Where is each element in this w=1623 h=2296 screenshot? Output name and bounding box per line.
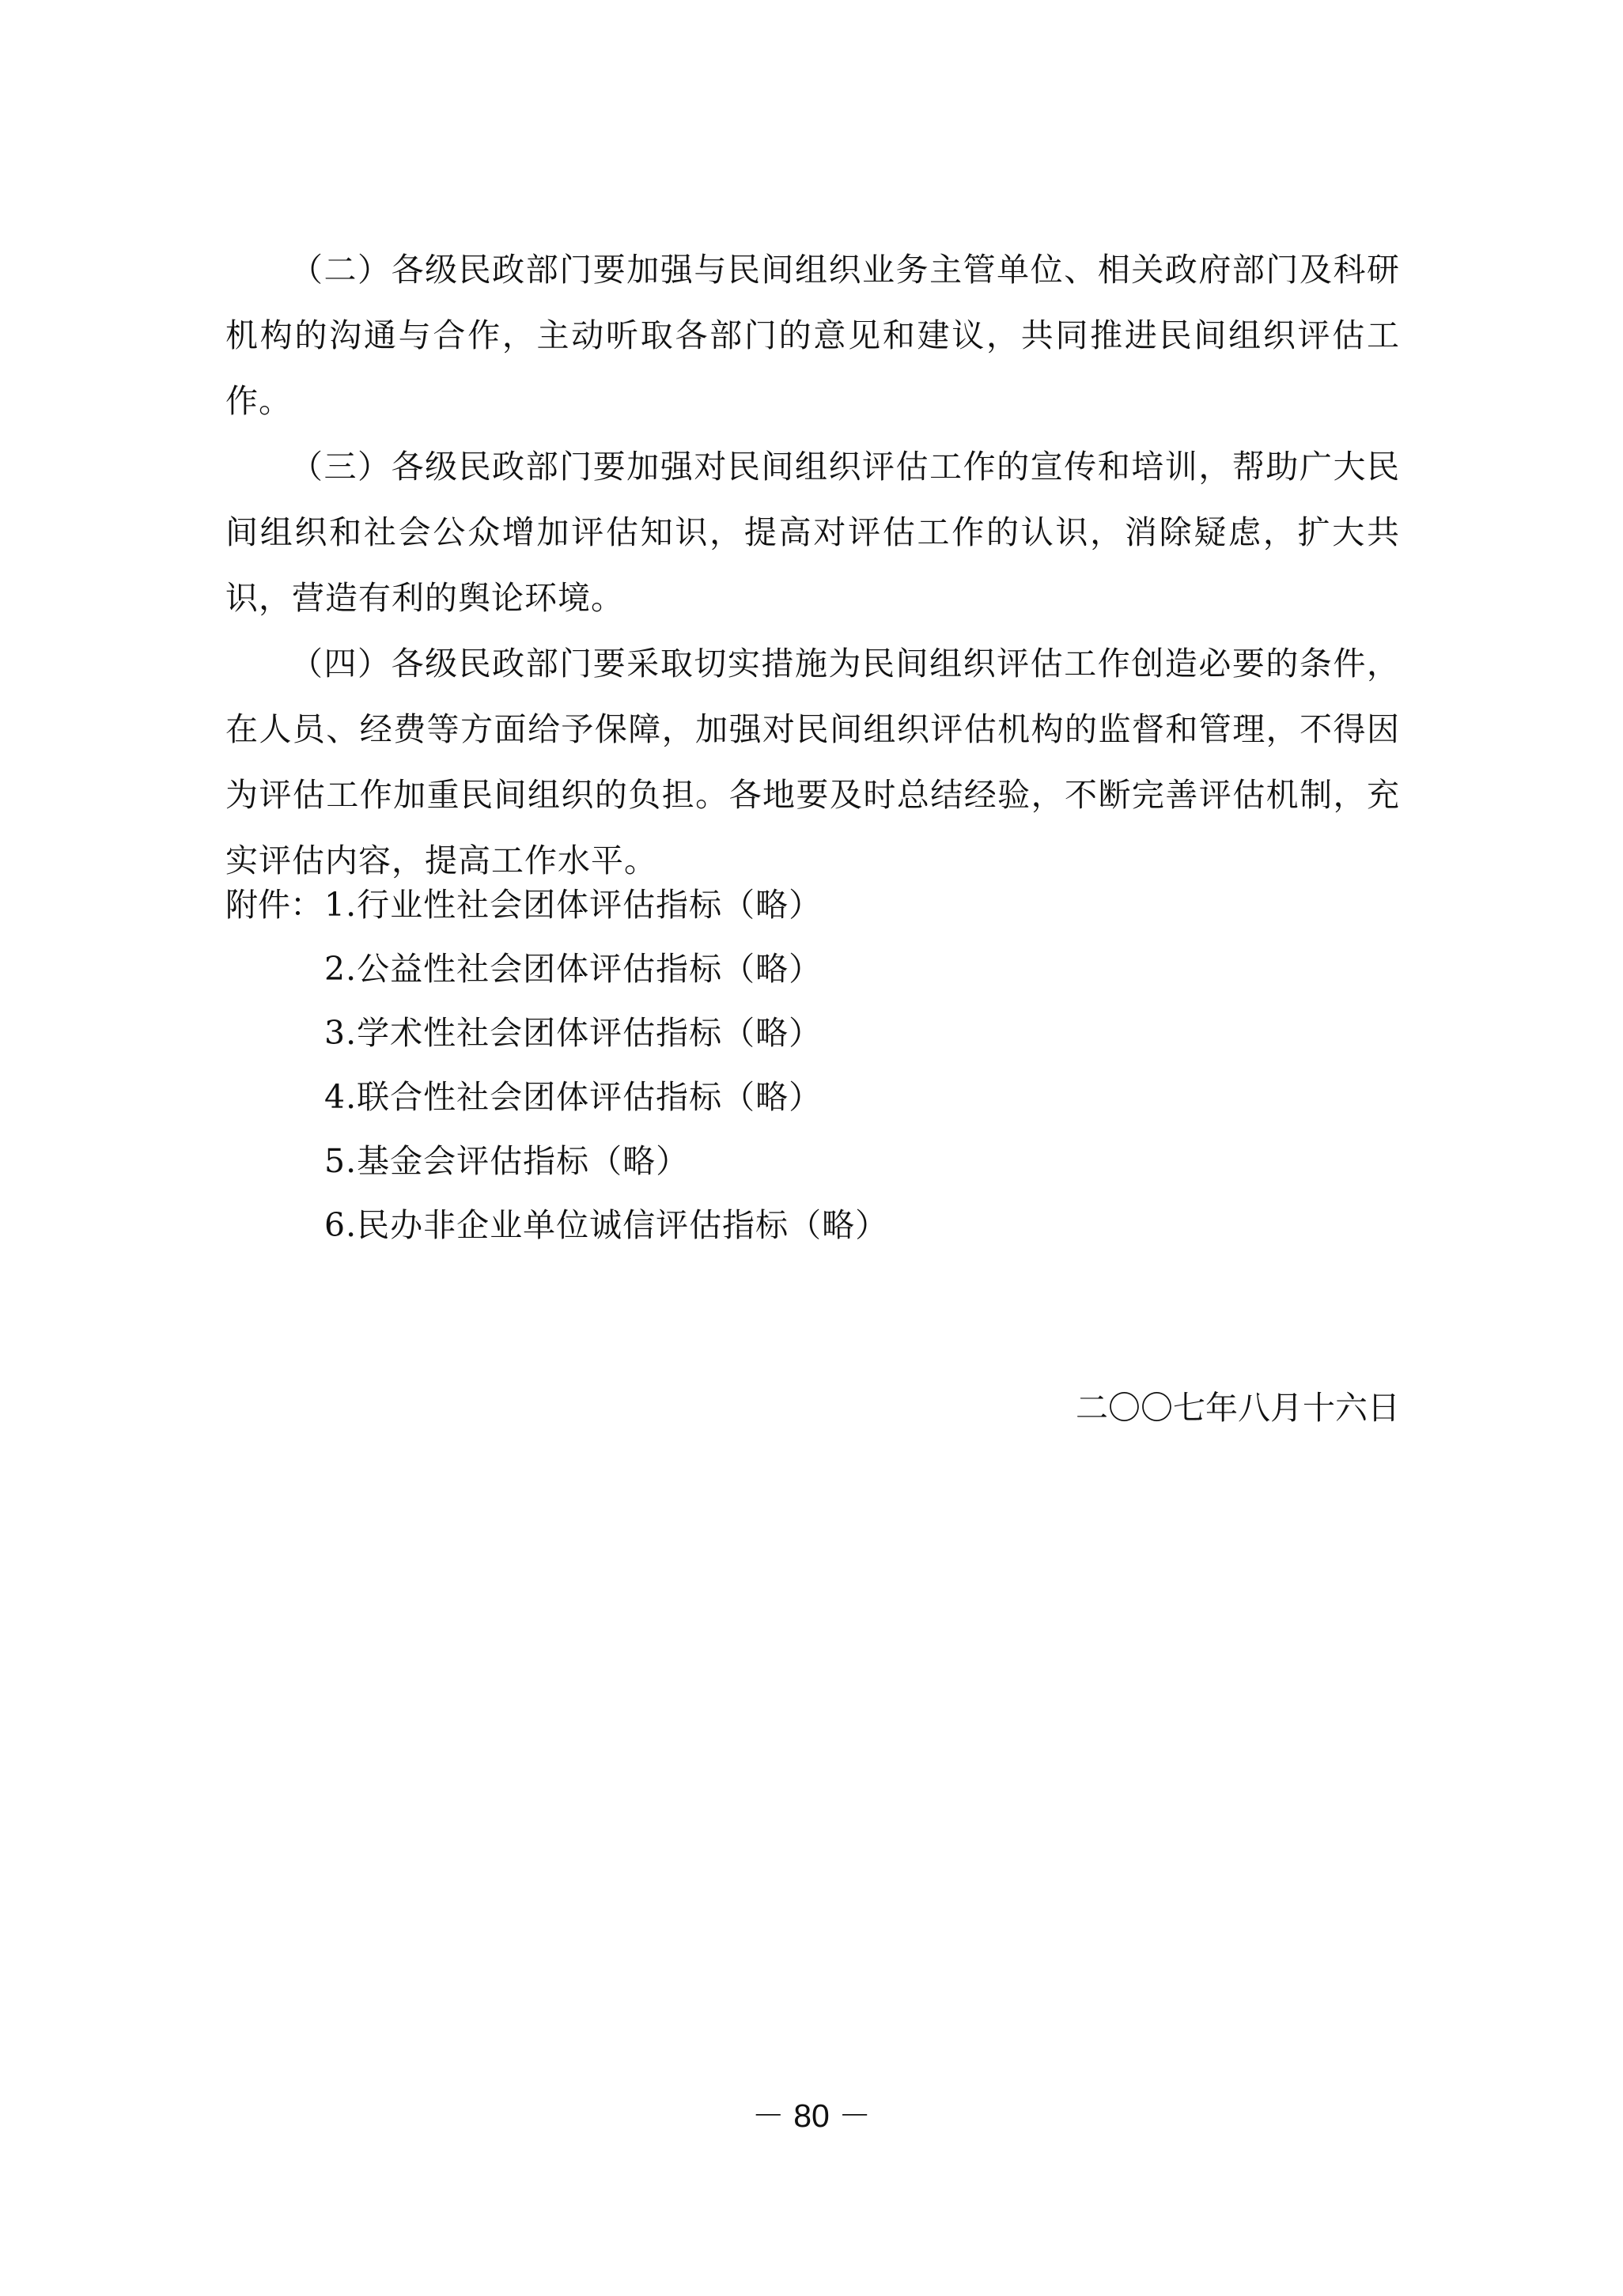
page-number: － 80 －	[751, 2097, 872, 2134]
attachment-item	[225, 998, 1400, 1062]
attachment-item	[225, 1062, 1400, 1126]
document-date: 二〇〇七年八月十六日	[1076, 1389, 1400, 1427]
attachment-text: 3.学术性社会团体评估指标（略）	[324, 1014, 823, 1052]
attachment-item	[225, 934, 1400, 998]
attachment-item	[225, 1126, 1400, 1190]
attachment-item	[225, 1190, 1400, 1254]
attachment-item	[225, 870, 1400, 934]
attachment-text: 4.联合性社会团体评估指标（略）	[324, 1078, 823, 1116]
body-text	[225, 237, 1400, 894]
attachments-label: 附件：	[225, 886, 323, 924]
attachment-text: 5.基金会评估指标（略）	[324, 1142, 690, 1180]
attachment-text: 1.行业性社会团体评估指标（略）	[324, 886, 823, 924]
attachment-text: 6.民办非企业单位诚信评估指标（略）	[324, 1206, 889, 1244]
paragraph-2: （二）各级民政部门要加强与民间组织业务主管单位、相关政府部门及科研机构的沟通与合作，主动听取各部门的意见和建议，共同推进民间组织评估工作。	[225, 251, 1400, 420]
attachment-text: 2.公益性社会团体评估指标（略）	[324, 950, 823, 988]
attachments-list	[225, 870, 1400, 1254]
paragraph-3: （三）各级民政部门要加强对民间组织评估工作的宣传和培训，帮助广大民间组织和社会公众增加评估知识，提高对评估工作的认识，消除疑虑，扩大共识，营造有利的舆论环境。	[225, 448, 1400, 617]
paragraph-4: （四）各级民政部门要采取切实措施为民间组织评估工作创造必要的条件，在人员、经费等方面给予保障，加强对民间组织评估机构的监督和管理，不得因为评估工作加重民间组织的负担。各地要及时总结经验，不断完善评估机制，充实评估内容，提高工作水平。	[225, 645, 1400, 879]
